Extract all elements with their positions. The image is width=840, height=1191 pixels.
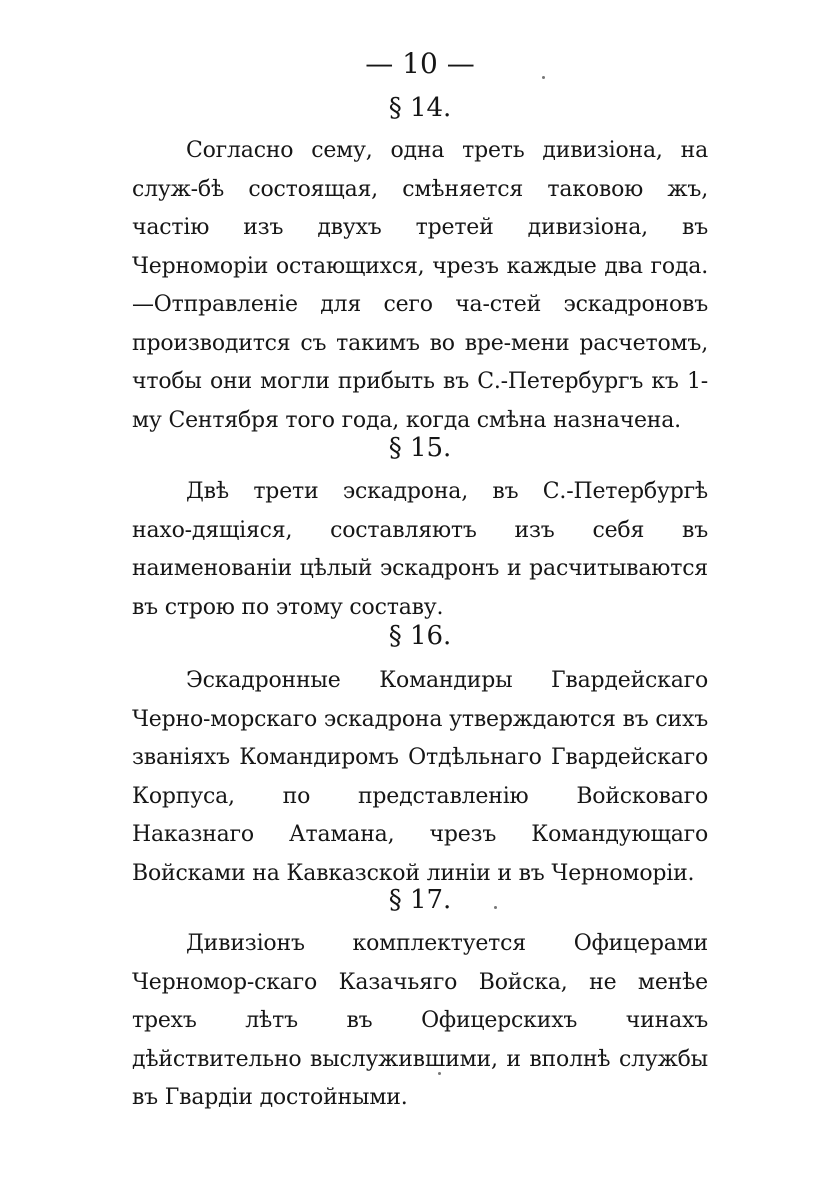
print-speck [542,76,545,79]
section-16-paragraph: Эскадронные Командиры Гвардейскаго Черно-морскаго эскадрона утверждаются въ сихъ званіяхъ Командиромъ Отдѣльнаго Гвардейскаго Корпуса, по представленію Войсковаго Наказнаго Атамана, чрезъ Командующаго Войсками на Кавказской линіи и въ Черноморіи. [132,668,708,886]
section-17-paragraph: Дивизіонъ комплектуется Офицерами Черномор-скаго Казачьяго Войска, не менѣе трехъ лѣтъ въ Офицерскихъ чинахъ дѣйствительно выслужившими, и вполнѣ службы въ Гвардіи достойными. [132,931,708,1110]
print-speck [494,906,497,909]
section-15-paragraph: Двѣ трети эскадрона, въ С.-Петербургѣ нахо-дящіяся, составляютъ изъ себя въ наименованіи цѣлый эскадронъ и расчитываются въ строю по этому составу. [132,479,708,620]
section-15-heading: § 15. [388,433,452,463]
section-16-heading: § 16. [388,621,452,651]
section-14-heading: § 14. [388,93,452,123]
print-speck [438,1072,441,1075]
page-number: — 10 — [365,47,475,80]
section-17-heading: § 17. [388,885,452,915]
section-14-paragraph: Согласно сему, одна треть дивизіона, на служ-бѣ состоящая, смѣняется таковою жъ, частію изъ двухъ третей дивизіона, въ Черноморіи остающихся, чрезъ каждые два года.—Отправленіе для сего ча-стей эскадроновъ производится съ такимъ во вре-мени расчетомъ, чтобы они могли прибыть въ С.-Петербургъ къ 1-му Сентября того года, когда смѣна назначена. [132,138,708,433]
